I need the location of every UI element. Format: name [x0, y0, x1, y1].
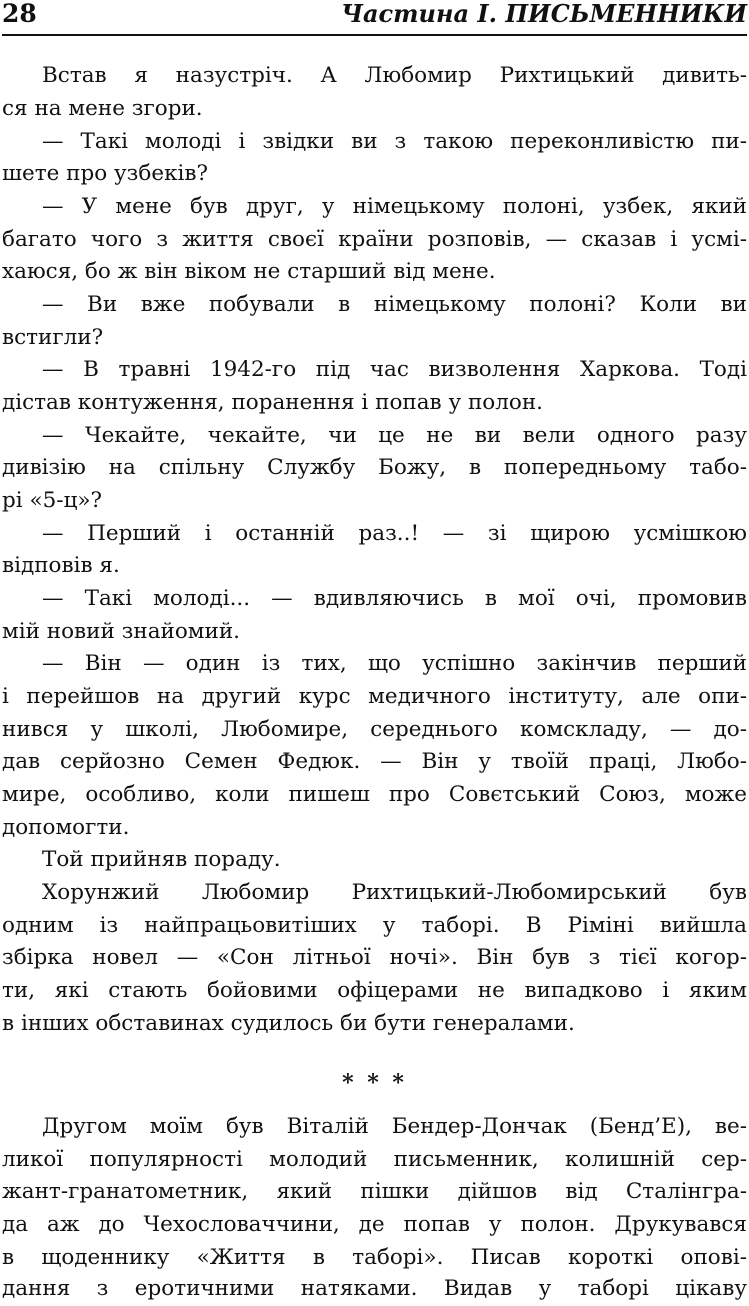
text-line: збірка новел — «Сон літньої ночі». Він був з тієї когор-: [2, 945, 747, 970]
text-line: шете про узбеків?: [2, 161, 209, 186]
text-line: Другом моїм був Віталій Бендер-Дончак (Бенд’Е), ве-: [42, 1114, 747, 1139]
text-line: — Ви вже побували в німецькому полоні? Коли ви: [42, 292, 747, 317]
section-title: Частина І. ПИСЬМЕННИКИ: [341, 0, 747, 28]
text-line: — Такі молоді... — вдивляючись в мої очі, промовив: [42, 586, 747, 611]
text-line: дав серйозно Семен Федюк. — Він у твоїй праці, Любо-: [2, 749, 747, 774]
text-line: одним із найпрацьовитіших у таборі. В Ріміні вийшла: [2, 913, 747, 938]
text-line: дивізію на спільну Службу Божу, в попередньому табо-: [2, 455, 747, 480]
text-line: дістав контуження, поранення і попав у полон.: [2, 390, 544, 415]
text-line: — Він — один із тих, що успішно закінчив перший: [42, 651, 747, 676]
text-line: рі «5-ц»?: [2, 488, 103, 513]
text-line: да аж до Чехословаччини, де попав у полон. Друкувався: [2, 1212, 747, 1237]
text-line: відповів я.: [2, 553, 120, 578]
text-line: мій новий знайомий.: [2, 619, 241, 644]
running-head: [2, 0, 747, 36]
section-separator: * * *: [342, 1070, 407, 1096]
text-line: ся на мене згори.: [2, 96, 203, 121]
page-number: 28: [2, 0, 37, 28]
text-line: Той прийняв пораду.: [42, 847, 281, 872]
text-line: — Такі молоді і звідки ви з такою переконливістю пи-: [42, 129, 747, 154]
text-line: допомогти.: [2, 815, 130, 840]
text-line: дання з еротичними натяками. Видав у таборі цікаву: [2, 1276, 747, 1301]
text-line: ликої популярності молодий письменник, колишній сер-: [2, 1147, 747, 1172]
text-line: — У мене був друг, у німецькому полоні, узбек, який: [42, 194, 747, 219]
text-line: хаюся, бо ж він віком не старший від мене.: [2, 259, 496, 284]
text-line: ти, які стають бойовими офіцерами не випадково і яким: [2, 978, 747, 1003]
text-line: мире, особливо, коли пишеш про Совєтський Союз, може: [2, 782, 747, 807]
text-line: в щоденнику «Життя в таборі». Писав короткі опові-: [2, 1245, 747, 1270]
text-line: Встав я назустріч. А Любомир Рихтицький дивить-: [42, 63, 747, 88]
text-line: в інших обставинах судилось би бути генералами.: [2, 1011, 575, 1036]
text-line: нився у школі, Любомире, середнього комскладу, — до-: [2, 717, 747, 742]
text-line: — Перший і останній раз..! — зі щирою усмішкою: [42, 521, 747, 546]
text-line: багато чого з життя своєї країни розповів, — сказав і усмі-: [2, 227, 747, 252]
text-line: — В травні 1942-го під час визволення Харкова. Тоді: [42, 357, 747, 382]
text-line: жант-гранатометник, який пішки дійшов від Сталінгра-: [2, 1179, 747, 1204]
text-line: і перейшов на другий курс медичного інституту, але опи-: [2, 684, 747, 709]
text-line: — Чекайте, чекайте, чи це не ви вели одного разу: [42, 423, 747, 448]
text-line: Хорунжий Любомир Рихтицький-Любомирський був: [42, 880, 747, 905]
text-line: встигли?: [2, 325, 104, 350]
